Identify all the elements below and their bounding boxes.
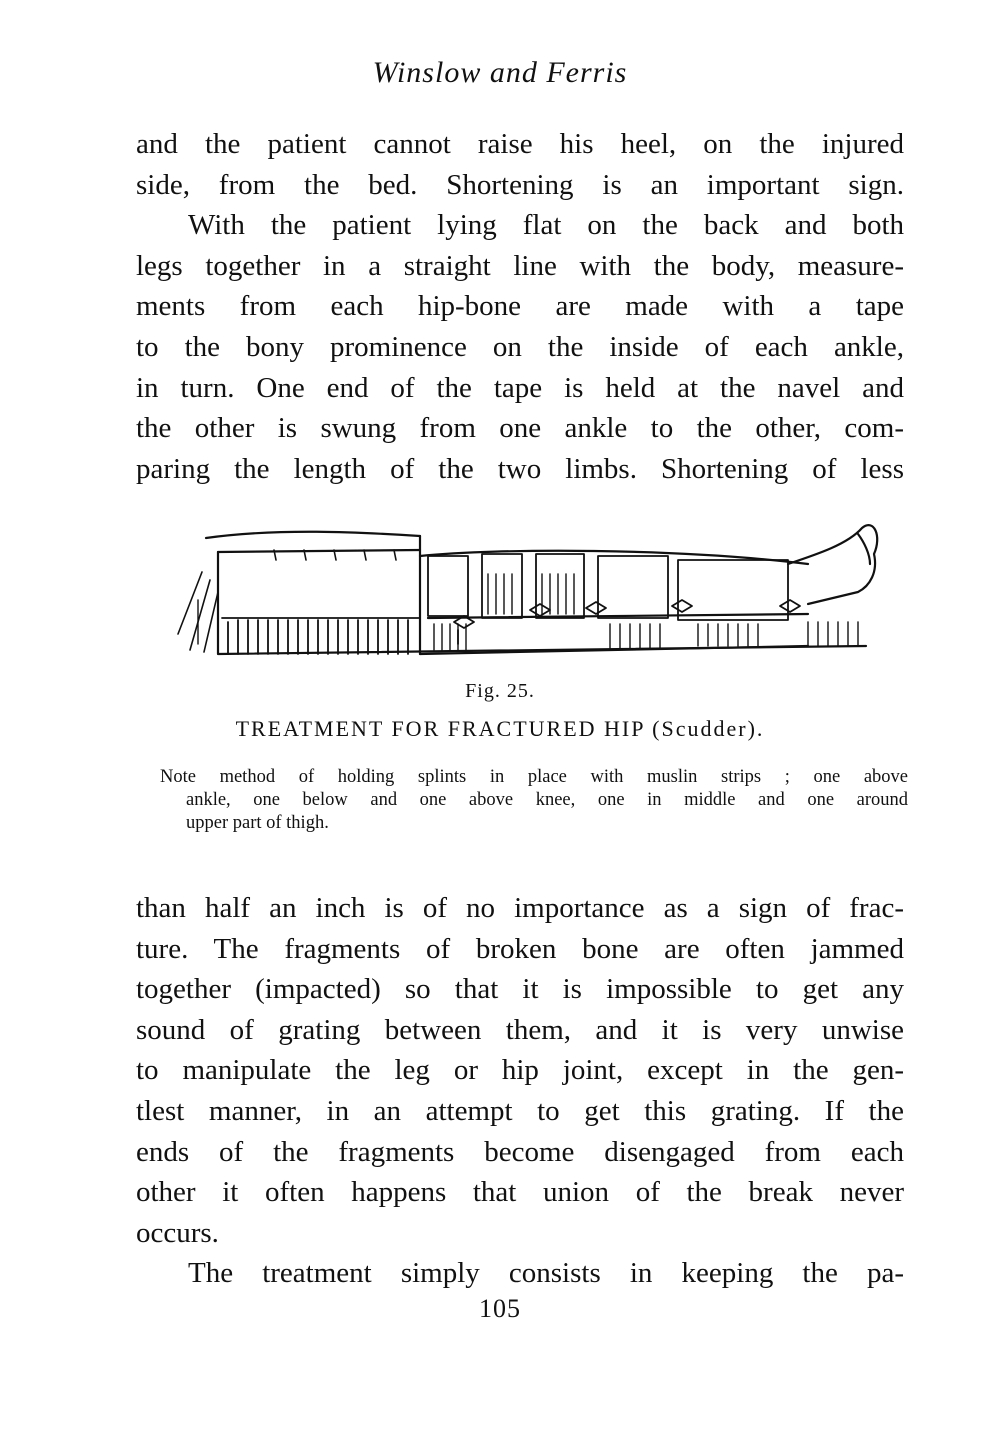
note-line: ankle, one below and one above knee, one in middle and one around (186, 790, 908, 810)
text-line: sound of grating between them, and it is very unwise (136, 1013, 904, 1046)
text-line: than half an inch is of no importance as a sign of frac- (136, 892, 904, 924)
text-line: ends of the fragments become disengaged from each (136, 1135, 904, 1168)
text-line: in turn. One end of the tape is held at the navel and (136, 371, 904, 404)
text-line: the other is swung from one ankle to the other, com- (136, 412, 904, 445)
text-line: and the patient cannot raise his heel, on the injured (136, 128, 904, 160)
text-line: other it often happens that union of the break never (136, 1176, 904, 1209)
fractured-hip-splint-illustration (158, 514, 884, 664)
figure-title: TREATMENT FOR FRACTURED HIP (Scudder). (235, 716, 765, 741)
text-line: side, from the bed. Shortening is an important sign. (136, 168, 904, 201)
thigh-bandaged (222, 618, 420, 654)
text-line: The treatment simply consists in keeping the pa- (188, 1257, 904, 1290)
text-line: to the bony prominence on the inside of each ankle, (136, 330, 904, 363)
note-line: upper part of thigh. (186, 813, 329, 833)
text-line: to manipulate the leg or hip joint, except in the gen- (136, 1054, 904, 1087)
note-line: Note method of holding splints in place with muslin strips ; one above (160, 767, 908, 787)
paragraph-2 (136, 888, 904, 1294)
text-line: ture. The fragments of broken bone are often jammed (136, 932, 904, 965)
text-line: ments from each hip-bone are made with a tape (136, 290, 904, 323)
text-line: With the patient lying flat on the back and both (188, 209, 904, 242)
paragraph-1 (136, 124, 904, 489)
text-line: paring the length of the two limbs. Shortening of less (136, 452, 904, 485)
text-line: legs together in a straight line with the body, measure- (136, 249, 904, 282)
running-head: Winslow and Ferris (372, 56, 628, 89)
figure-label: Fig. 25. (465, 680, 535, 702)
page-number: 105 (479, 1294, 521, 1323)
text-line: together (impacted) so that it is impossible to get any (136, 973, 904, 1006)
foot (788, 525, 877, 604)
text-line: tlest manner, in an attempt to get this grating. If the (136, 1094, 904, 1127)
text-line: occurs. (136, 1216, 219, 1249)
figure-note (160, 766, 908, 835)
